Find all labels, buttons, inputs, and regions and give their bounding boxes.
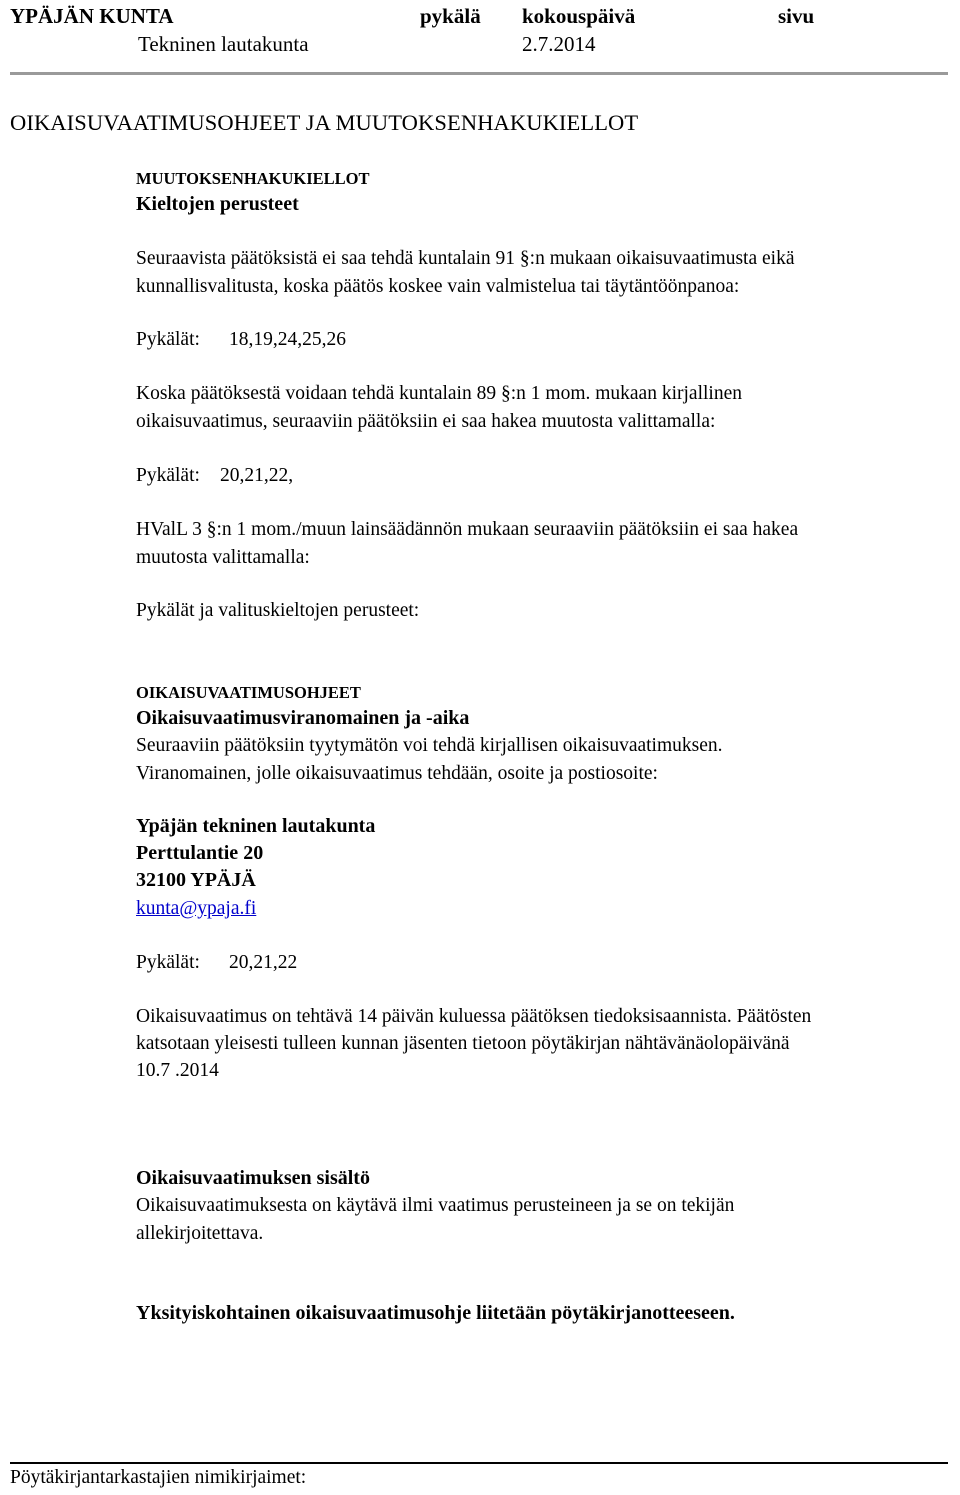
prohibitions-heading: MUUTOKSENHAKUKIELLOT (136, 169, 370, 188)
address-name: Ypäjän tekninen lautakunta (136, 815, 376, 837)
email-link[interactable]: kunta@ypaja.fi (136, 898, 257, 919)
meeting-date: 2.7.2014 (522, 32, 596, 56)
address-street: Perttulantie 20 (136, 842, 264, 864)
header-col-section: pykälä (420, 4, 481, 28)
header-col-page: sivu (778, 4, 815, 28)
header-col-meeting-date: kokouspäivä (522, 4, 636, 28)
instructions-subheading: Oikaisuvaatimusviranomainen ja -aika (136, 707, 470, 729)
prohibitions-para3-line2: muutosta valittamalla: (136, 547, 310, 568)
committee-name: Tekninen lautakunta (138, 32, 309, 56)
sections1-value: 18,19,24,25,26 (229, 329, 346, 350)
municipality-name: YPÄJÄN KUNTA (10, 4, 174, 28)
sections2-label: Pykälät: (136, 465, 200, 486)
deadline-line3: 10.7 .2014 (136, 1060, 219, 1081)
page-title: OIKAISUVAATIMUSOHJEET JA MUUTOKSENHAKUKIELLOT (10, 110, 639, 135)
prohibitions-para2-line2: oikaisuvaatimus, seuraaviin päätöksiin ei saa hakea muutosta valittamalla: (136, 411, 716, 432)
prohibitions-para1-line1: Seuraavista päätöksistä ei saa tehdä kuntalain 91 §:n mukaan oikaisuvaatimusta eikä (136, 248, 795, 269)
address-postal: 32100 YPÄJÄ (136, 869, 256, 891)
deadline-line2: katsotaan yleisesti tulleen kunnan jäsenten tietoon pöytäkirjan nähtävänäolopäivänä (136, 1033, 790, 1054)
sections1-label: Pykälät: (136, 329, 200, 350)
instructions-heading: OIKAISUVAATIMUSOHJEET (136, 683, 361, 702)
header-divider (10, 72, 948, 75)
sections2-value: 20,21,22, (220, 465, 294, 486)
sections3-label: Pykälät ja valituskieltojen perusteet: (136, 600, 420, 621)
instructions-line2: Viranomainen, jolle oikaisuvaatimus tehdään, osoite ja postiosoite: (136, 763, 658, 784)
deadline-line1: Oikaisuvaatimus on tehtävä 14 päivän kuluessa päätöksen tiedoksisaannista. Päätösten (136, 1006, 812, 1027)
instructions-line1: Seuraaviin päätöksiin tyytymätön voi tehdä kirjallisen oikaisuvaatimuksen. (136, 735, 723, 756)
instructions-sections-label: Pykälät: (136, 952, 200, 973)
content-heading: Oikaisuvaatimuksen sisältö (136, 1167, 370, 1189)
instructions-sections-value: 20,21,22 (229, 952, 298, 973)
detailed-note: Yksityiskohtainen oikaisuvaatimusohje liitetään pöytäkirjanotteeseen. (136, 1302, 735, 1324)
prohibitions-para3-line1: HValL 3 §:n 1 mom./muun lainsäädännön mukaan seuraaviin päätöksiin ei saa hakea (136, 519, 799, 540)
prohibitions-para1-line2: kunnallisvalitusta, koska päätös koskee vain valmistelua tai täytäntöönpanoa: (136, 276, 740, 297)
content-line1: Oikaisuvaatimuksesta on käytävä ilmi vaatimus perusteineen ja se on tekijän (136, 1195, 735, 1216)
initials-label: Pöytäkirjantarkastajien nimikirjaimet: (10, 1467, 307, 1488)
prohibitions-subheading: Kieltojen perusteet (136, 193, 299, 215)
prohibitions-para2-line1: Koska päätöksestä voidaan tehdä kuntalain 89 §:n 1 mom. mukaan kirjallinen (136, 383, 742, 404)
content-line2: allekirjoitettava. (136, 1223, 264, 1244)
